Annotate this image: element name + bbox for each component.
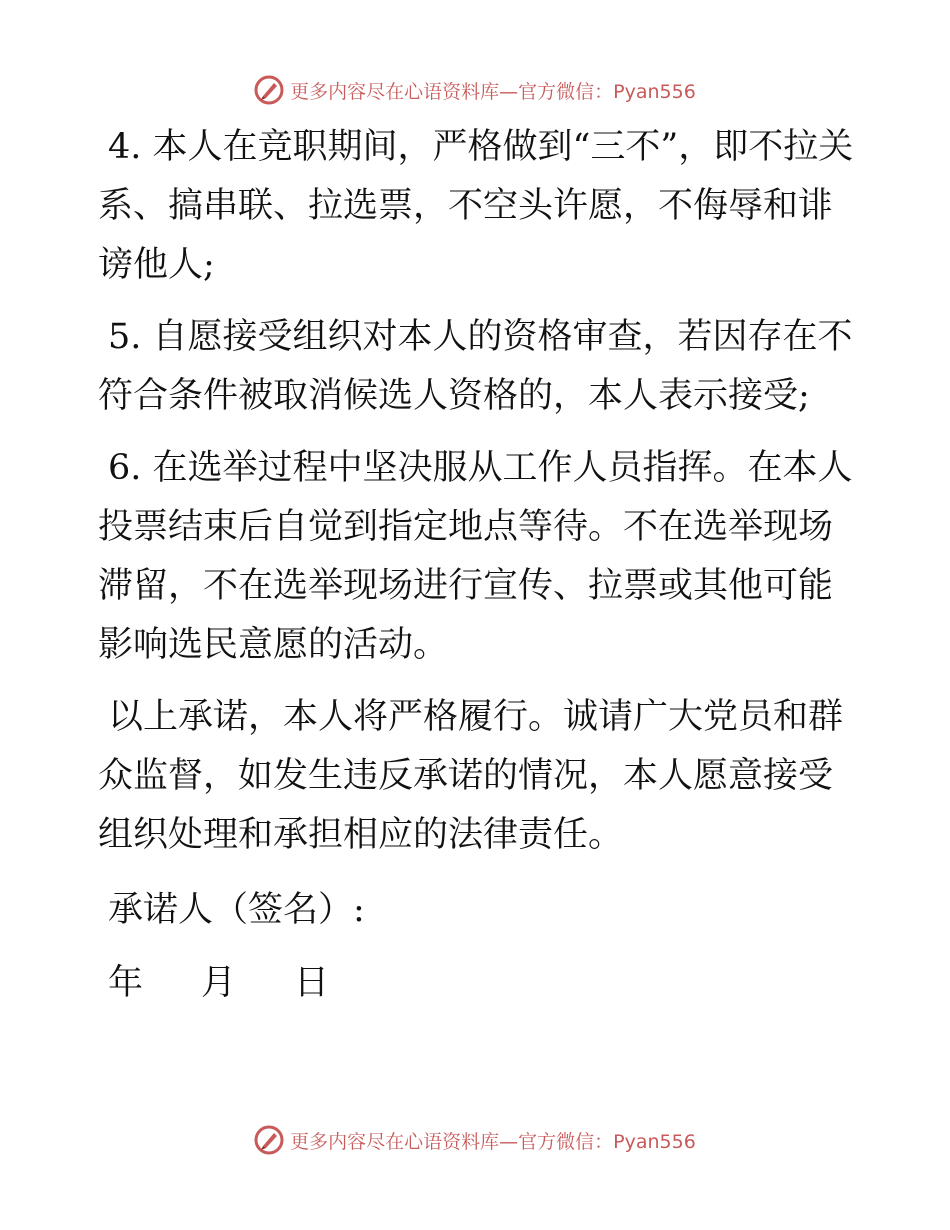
pen-logo-icon	[254, 1125, 284, 1155]
date-day-label: 日	[294, 963, 330, 1003]
date-line	[108, 954, 858, 1013]
document-body	[98, 118, 858, 1013]
footer-watermark	[0, 1120, 950, 1160]
header-watermark	[0, 70, 950, 110]
date-month-label: 月	[201, 963, 237, 1003]
paragraph-item-5: 5. 自愿接受组织对本人的资格审查，若因存在不符合条件被取消候选人资格的，本人表示接受;	[98, 317, 853, 416]
paragraph-item-6: 6. 在选举过程中坚决服从工作人员指挥。在本人投票结束后自觉到指定地点等待。不在选举现场滞留，不在选举现场进行宣传、拉票或其他可能影响选民意愿的活动。	[98, 448, 853, 665]
paragraph-commitment: 以上承诺，本人将严格履行。诚请广大党员和群众监督，如发生违反承诺的情况，本人愿意接受组织处理和承担相应的法律责任。	[98, 697, 844, 855]
signature-label: 承诺人（签名）:	[108, 890, 365, 930]
watermark-text: 更多内容尽在心语资料库—官方微信：Pyan556	[290, 1130, 696, 1153]
pen-logo-icon	[254, 75, 284, 105]
date-year-label: 年	[108, 963, 144, 1003]
watermark-text: 更多内容尽在心语资料库—官方微信：Pyan556	[290, 80, 696, 103]
paragraph-item-4: 4. 本人在竞职期间，严格做到“三不”，即不拉关系、搞串联、拉选票，不空头许愿，不侮辱和诽谤他人;	[98, 127, 854, 285]
